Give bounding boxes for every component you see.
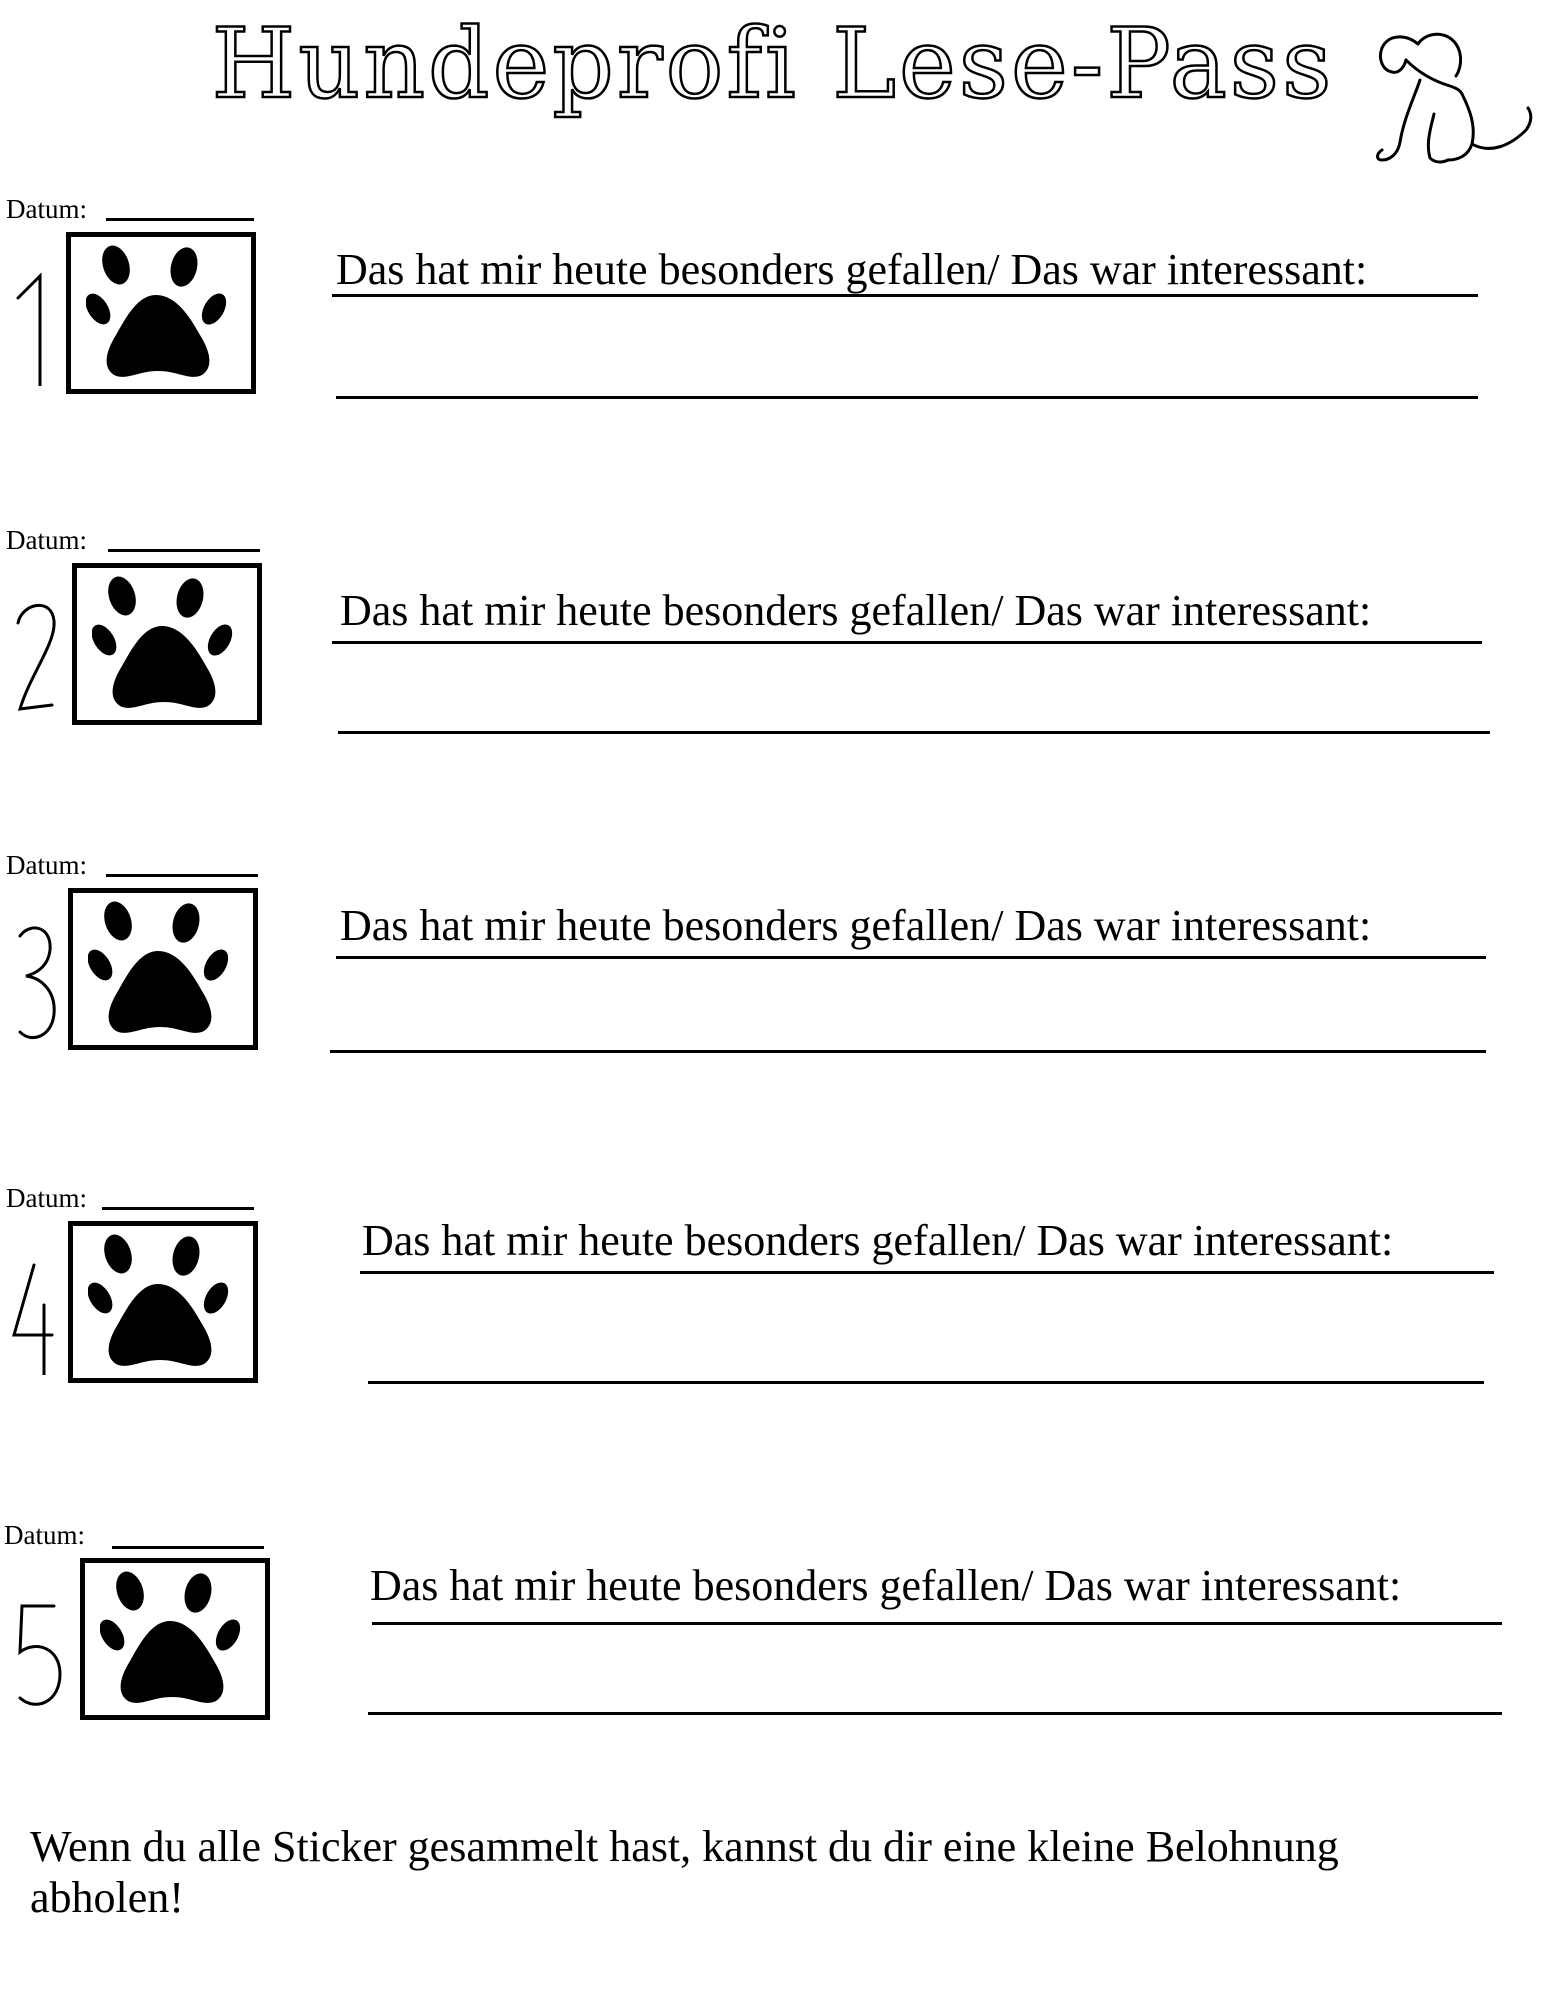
paw-print-icon [88, 899, 238, 1039]
date-field[interactable] [108, 549, 260, 552]
prompt-underline [360, 1271, 1494, 1274]
date-field[interactable] [106, 218, 254, 221]
sticker-box[interactable] [66, 232, 256, 394]
sticker-box[interactable] [68, 1221, 258, 1383]
paw-print-icon [100, 1569, 250, 1709]
sticker-box[interactable] [68, 888, 258, 1050]
reward-note: Wenn du alle Sticker gesammelt hast, kannst du dir eine kleine Belohnung abholen! [30, 1822, 1339, 1922]
answer-line[interactable] [368, 1381, 1484, 1384]
sticker-box[interactable] [72, 563, 262, 725]
date-label: Datum: [6, 1183, 87, 1213]
date-field[interactable] [112, 1546, 264, 1549]
prompt-underline [336, 956, 1486, 959]
entry-number-glyph [6, 1225, 76, 1375]
entry-prompt: Das hat mir heute besonders gefallen/ Das war interessant: [340, 901, 1372, 950]
dog-outline-icon [1360, 14, 1540, 174]
page-title: Hundeprofi Lese-Pass [211, 8, 1335, 120]
entry-prompt: Das hat mir heute besonders gefallen/ Das war interessant: [340, 586, 1372, 635]
entry-prompt: Das hat mir heute besonders gefallen/ Das war interessant: [336, 245, 1368, 294]
date-label: Datum: [6, 525, 87, 555]
sticker-box[interactable] [80, 1558, 270, 1720]
reading-entry-4 [0, 1185, 1546, 1475]
entry-prompt: Das hat mir heute besonders gefallen/ Das war interessant: [362, 1216, 1394, 1265]
prompt-underline [332, 641, 1482, 644]
reading-entry-1 [0, 196, 1546, 486]
paw-print-icon [86, 243, 236, 383]
entry-number-glyph [10, 1562, 80, 1712]
prompt-underline [332, 294, 1478, 297]
reading-entry-2 [0, 527, 1546, 817]
answer-line[interactable] [338, 731, 1490, 734]
date-field[interactable] [102, 1207, 254, 1210]
reading-entry-3 [0, 852, 1546, 1142]
prompt-underline [372, 1622, 1502, 1625]
reading-entry-5 [0, 1522, 1546, 1812]
answer-line[interactable] [336, 396, 1478, 399]
entry-number-glyph [10, 567, 80, 717]
answer-line[interactable] [330, 1050, 1486, 1053]
paw-print-icon [88, 1232, 238, 1372]
date-label: Datum: [6, 850, 87, 880]
date-field[interactable] [106, 874, 258, 877]
entry-prompt: Das hat mir heute besonders gefallen/ Das war interessant: [370, 1561, 1402, 1610]
paw-print-icon [92, 574, 242, 714]
date-label: Datum: [6, 194, 87, 224]
answer-line[interactable] [368, 1712, 1502, 1715]
date-label: Datum: [4, 1520, 85, 1550]
